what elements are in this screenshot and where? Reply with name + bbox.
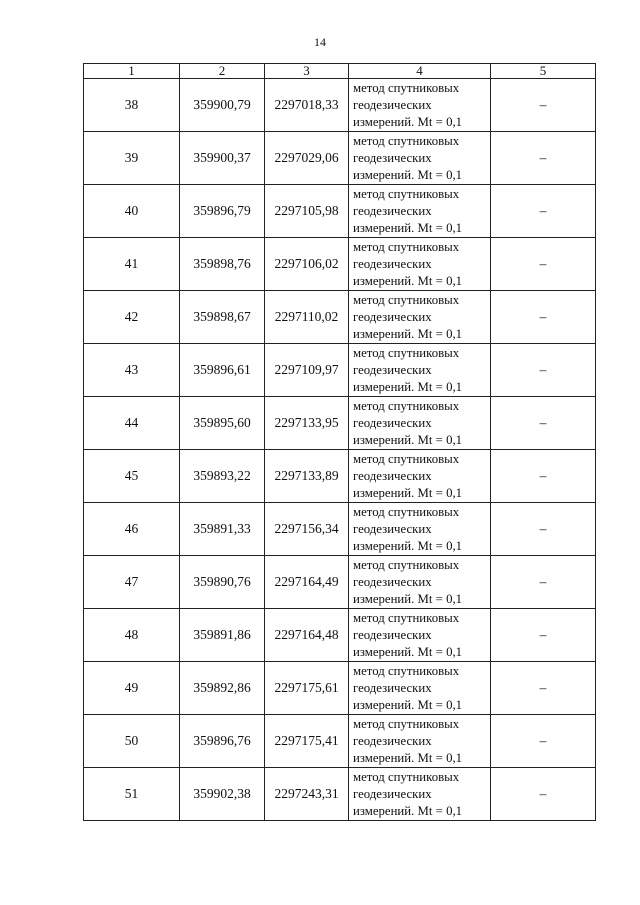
method-cell: метод спутниковых геодезических измерений. Mt = 0,1 <box>349 344 491 397</box>
point-number-cell: 44 <box>84 397 180 450</box>
column-header: 3 <box>265 64 349 79</box>
point-number-cell: 39 <box>84 132 180 185</box>
y-coordinate-cell: 2297164,49 <box>265 556 349 609</box>
y-coordinate-cell: 2297133,95 <box>265 397 349 450</box>
method-cell: метод спутниковых геодезических измерений. Mt = 0,1 <box>349 556 491 609</box>
note-cell: – <box>491 768 596 821</box>
column-header: 2 <box>180 64 265 79</box>
method-cell: метод спутниковых геодезических измерений. Mt = 0,1 <box>349 768 491 821</box>
y-coordinate-cell: 2297156,34 <box>265 503 349 556</box>
point-number-cell: 38 <box>84 79 180 132</box>
y-coordinate-cell: 2297029,06 <box>265 132 349 185</box>
x-coordinate-cell: 359898,67 <box>180 291 265 344</box>
table-row <box>84 662 596 715</box>
point-number-cell: 49 <box>84 662 180 715</box>
x-coordinate-cell: 359900,79 <box>180 79 265 132</box>
point-number-cell: 45 <box>84 450 180 503</box>
column-header: 5 <box>491 64 596 79</box>
point-number-cell: 40 <box>84 185 180 238</box>
point-number-cell: 48 <box>84 609 180 662</box>
point-number-cell: 46 <box>84 503 180 556</box>
method-cell: метод спутниковых геодезических измерений. Mt = 0,1 <box>349 291 491 344</box>
point-number-cell: 47 <box>84 556 180 609</box>
point-number-cell: 50 <box>84 715 180 768</box>
x-coordinate-cell: 359890,76 <box>180 556 265 609</box>
x-coordinate-cell: 359893,22 <box>180 450 265 503</box>
point-number-cell: 42 <box>84 291 180 344</box>
note-cell: – <box>491 79 596 132</box>
x-coordinate-cell: 359896,79 <box>180 185 265 238</box>
y-coordinate-cell: 2297109,97 <box>265 344 349 397</box>
x-coordinate-cell: 359902,38 <box>180 768 265 821</box>
note-cell: – <box>491 344 596 397</box>
method-cell: метод спутниковых геодезических измерений. Mt = 0,1 <box>349 79 491 132</box>
page-number: 14 <box>314 35 326 49</box>
y-coordinate-cell: 2297106,02 <box>265 238 349 291</box>
x-coordinate-cell: 359896,76 <box>180 715 265 768</box>
x-coordinate-cell: 359891,33 <box>180 503 265 556</box>
point-number-cell: 43 <box>84 344 180 397</box>
table-row <box>84 291 596 344</box>
y-coordinate-cell: 2297133,89 <box>265 450 349 503</box>
method-cell: метод спутниковых геодезических измерений. Mt = 0,1 <box>349 238 491 291</box>
table-row <box>84 79 596 132</box>
point-number-cell: 51 <box>84 768 180 821</box>
table-row <box>84 503 596 556</box>
table-row <box>84 768 596 821</box>
y-coordinate-cell: 2297175,41 <box>265 715 349 768</box>
table-row <box>84 397 596 450</box>
note-cell: – <box>491 503 596 556</box>
method-cell: метод спутниковых геодезических измерений. Mt = 0,1 <box>349 503 491 556</box>
note-cell: – <box>491 238 596 291</box>
x-coordinate-cell: 359891,86 <box>180 609 265 662</box>
note-cell: – <box>491 291 596 344</box>
table-row <box>84 715 596 768</box>
note-cell: – <box>491 556 596 609</box>
table-row <box>84 450 596 503</box>
method-cell: метод спутниковых геодезических измерений. Mt = 0,1 <box>349 450 491 503</box>
y-coordinate-cell: 2297175,61 <box>265 662 349 715</box>
method-cell: метод спутниковых геодезических измерений. Mt = 0,1 <box>349 609 491 662</box>
table-row <box>84 609 596 662</box>
y-coordinate-cell: 2297243,31 <box>265 768 349 821</box>
table-row <box>84 132 596 185</box>
table-row <box>84 556 596 609</box>
table-header-row <box>84 64 596 79</box>
method-cell: метод спутниковых геодезических измерений. Mt = 0,1 <box>349 662 491 715</box>
note-cell: – <box>491 185 596 238</box>
column-header: 1 <box>84 64 180 79</box>
note-cell: – <box>491 609 596 662</box>
column-header: 4 <box>349 64 491 79</box>
note-cell: – <box>491 397 596 450</box>
note-cell: – <box>491 662 596 715</box>
table-row <box>84 238 596 291</box>
x-coordinate-cell: 359898,76 <box>180 238 265 291</box>
coordinates-table <box>83 63 596 821</box>
y-coordinate-cell: 2297018,33 <box>265 79 349 132</box>
table-row <box>84 185 596 238</box>
x-coordinate-cell: 359892,86 <box>180 662 265 715</box>
note-cell: – <box>491 715 596 768</box>
x-coordinate-cell: 359896,61 <box>180 344 265 397</box>
method-cell: метод спутниковых геодезических измерений. Mt = 0,1 <box>349 132 491 185</box>
table-row <box>84 344 596 397</box>
y-coordinate-cell: 2297110,02 <box>265 291 349 344</box>
y-coordinate-cell: 2297164,48 <box>265 609 349 662</box>
note-cell: – <box>491 132 596 185</box>
x-coordinate-cell: 359895,60 <box>180 397 265 450</box>
method-cell: метод спутниковых геодезических измерений. Mt = 0,1 <box>349 185 491 238</box>
method-cell: метод спутниковых геодезических измерений. Mt = 0,1 <box>349 715 491 768</box>
point-number-cell: 41 <box>84 238 180 291</box>
method-cell: метод спутниковых геодезических измерений. Mt = 0,1 <box>349 397 491 450</box>
x-coordinate-cell: 359900,37 <box>180 132 265 185</box>
y-coordinate-cell: 2297105,98 <box>265 185 349 238</box>
note-cell: – <box>491 450 596 503</box>
